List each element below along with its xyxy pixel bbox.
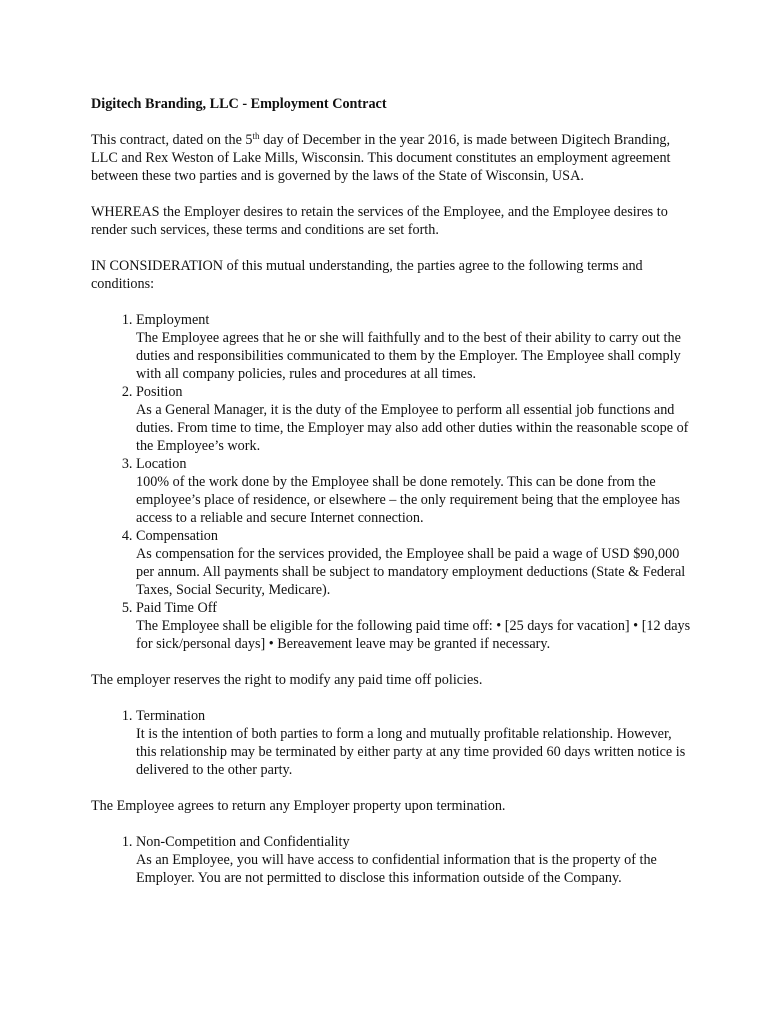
intro-paragraph [91, 131, 691, 185]
document-title: Digitech Branding, LLC - Employment Contract [91, 96, 387, 112]
term-employment [136, 311, 691, 383]
term-heading: 1. Employment [136, 312, 210, 328]
intro-text-end: day of December in the year 2016, is made between Digitech Branding, LLC and Rex Weston of Lake Mills, Wisconsin. This document constitutes an employment agreement between these two parties and is governed by the laws of the State of Wisconsin, USA. [91, 132, 671, 184]
return-property-note: The Employee agrees to return any Employer property upon termination. [91, 798, 506, 814]
term-termination [136, 707, 691, 779]
term-body: As a General Manager, it is the duty of the Employee to perform all essential job functions and duties. From time to time, the Employer may also add other duties within the reasonable scope of the Employee’s work. [136, 402, 689, 454]
term-compensation [136, 527, 691, 599]
intro-ordinal-suffix: th [252, 131, 260, 141]
confidentiality-list [91, 833, 691, 887]
term-body: 100% of the work done by the Employee shall be done remotely. This can be done from the employee’s place of residence, or elsewhere – the only requirement being that the employee has access to a reliable and secure Internet connection. [136, 474, 681, 526]
term-heading: 5. Paid Time Off [136, 600, 217, 616]
term-heading: 3. Location [136, 456, 187, 472]
term-position [136, 383, 691, 455]
term-heading: 1. Non-Competition and Confidentiality [136, 834, 350, 850]
term-non-competition [136, 833, 691, 887]
term-heading: 4. Compensation [136, 528, 218, 544]
whereas-paragraph: WHEREAS the Employer desires to retain the services of the Employee, and the Employee desires to render such services, these terms and conditions are set forth. [91, 204, 668, 238]
term-location [136, 455, 691, 527]
termination-list [91, 707, 691, 779]
term-body: It is the intention of both parties to form a long and mutually profitable relationship. However, this relationship may be terminated by either party at any time provided 60 days written notice is delivered to the other party. [136, 726, 686, 778]
intro-text-start: This contract, dated on the 5 [91, 132, 253, 148]
term-body: The Employee agrees that he or she will faithfully and to the best of their ability to carry out the duties and responsibilities communicated to them by the Employer. The Employee shall comply with all company policies, rules and procedures at all times. [136, 330, 681, 382]
term-heading: 1. Termination [136, 708, 206, 724]
term-body: As compensation for the services provided, the Employee shall be paid a wage of USD $90,000 per annum. All payments shall be subject to mandatory employment deductions (State & Federal Taxes, Social Security, Medicare). [136, 546, 686, 598]
term-paid-time-off [136, 599, 691, 653]
document-body [91, 95, 691, 905]
term-heading: 2. Position [136, 384, 183, 400]
consideration-paragraph: IN CONSIDERATION of this mutual understanding, the parties agree to the following terms and conditions: [91, 258, 643, 292]
term-body: The Employee shall be eligible for the following paid time off: • [25 days for vacation] • [12 days for sick/personal days] • Bereavement leave may be granted if necessary. [136, 618, 691, 652]
terms-list [91, 311, 691, 653]
term-body: As an Employee, you will have access to confidential information that is the property of the Employer. You are not permitted to disclose this information outside of the Company. [136, 852, 657, 886]
pto-policy-note: The employer reserves the right to modify any paid time off policies. [91, 672, 483, 688]
